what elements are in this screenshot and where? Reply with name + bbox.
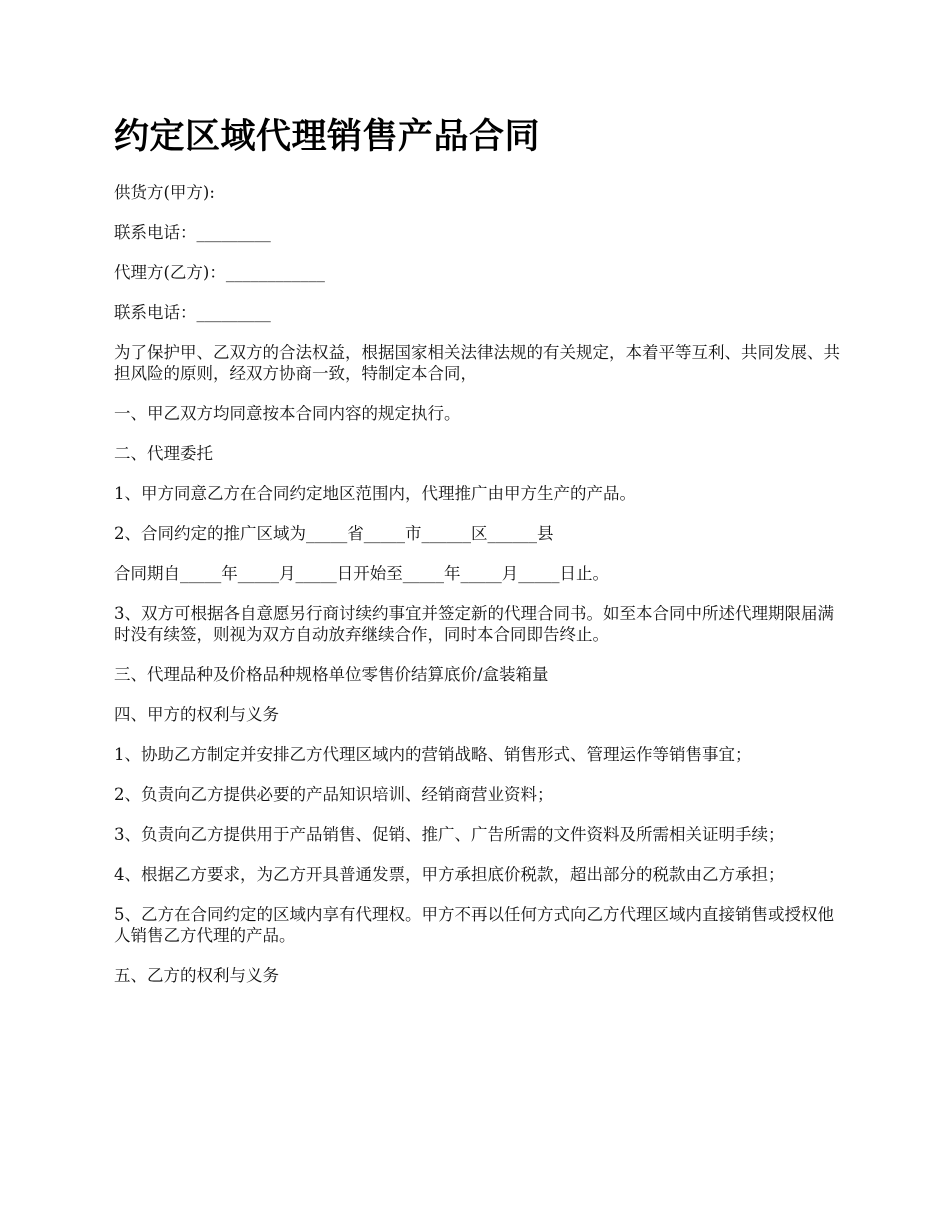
section-3-heading: 三、代理品种及价格品种规格单位零售价结算底价/盒装箱量 [114,665,549,684]
party-b-label: 代理方(乙方)：____________ [114,263,325,282]
section-5-heading: 五、乙方的权利与义务 [114,966,279,985]
document-title: 约定区域代理销售产品合同 [114,116,541,157]
section-4-heading: 四、甲方的权利与义务 [114,705,279,724]
section-2-clause-1: 1、甲方同意乙方在合同约定地区范围内，代理推广由甲方生产的产品。 [114,484,636,503]
section-4-clause-3: 3、负责向乙方提供用于产品销售、促销、推广、广告所需的文件资料及所需相关证明手续； [114,825,785,844]
party-a-phone: 联系电话：_________ [114,223,271,242]
section-4-clause-5: 5、乙方在合同约定的区域内享有代理权。甲方不再以任何方式向乙方代理区域内直接销售或授权他人销售乙方代理的产品。 [114,905,834,945]
section-4-clause-4: 4、根据乙方要求，为乙方开具普通发票，甲方承担底价税款，超出部分的税款由乙方承担； [114,865,785,884]
contract-period: 合同期自_____年_____月_____日开始至_____年_____月_____日止。 [114,564,609,583]
section-2-clause-2: 2、合同约定的推广区域为_____省_____市______区______县 [114,524,554,543]
section-2-heading: 二、代理委托 [114,444,213,463]
preamble-paragraph: 为了保护甲、乙双方的合法权益，根据国家相关法律法规的有关规定，本着平等互利、共同发展、共担风险的原则，经双方协商一致，特制定本合同， [114,343,840,383]
section-2-clause-3: 3、双方可根据各自意愿另行商讨续约事宜并签定新的代理合同书。如至本合同中所述代理期限届满时没有续签，则视为双方自动放弃继续合作，同时本合同即告终止。 [114,604,834,644]
section-1-heading: 一、甲乙双方均同意按本合同内容的规定执行。 [114,404,461,423]
document-page [114,112,844,1005]
section-4-clause-2: 2、负责向乙方提供必要的产品知识培训、经销商营业资料； [114,785,554,804]
party-a-label: 供货方(甲方): [114,183,215,202]
party-b-phone: 联系电话：_________ [114,303,271,322]
section-4-clause-1: 1、协助乙方制定并安排乙方代理区域内的营销战略、销售形式、管理运作等销售事宜； [114,745,752,764]
